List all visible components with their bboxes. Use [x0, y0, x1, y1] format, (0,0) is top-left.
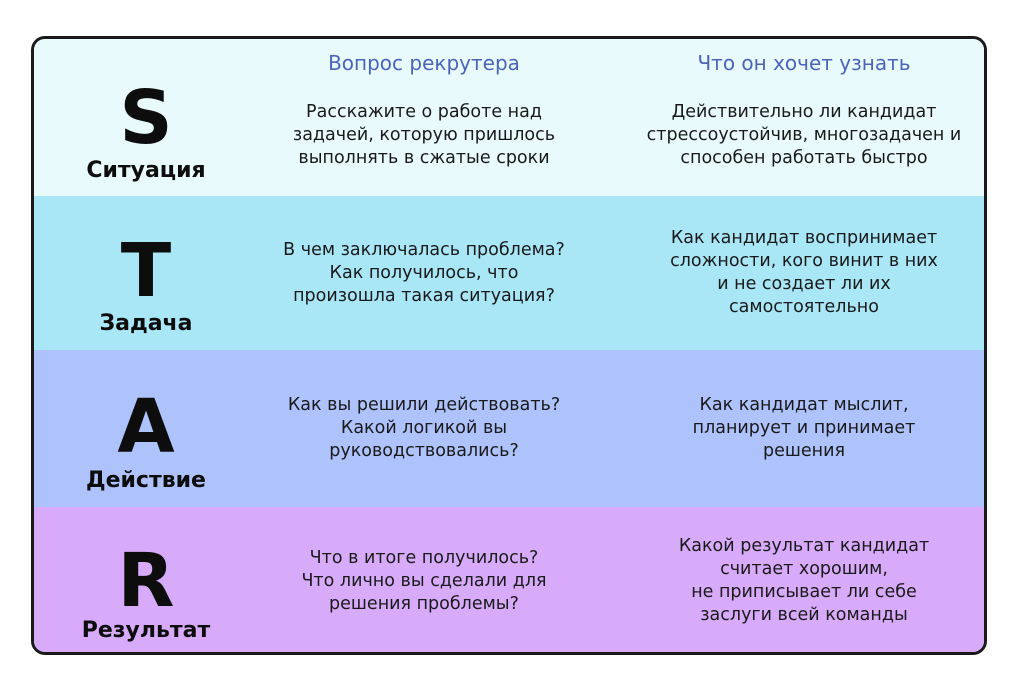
row-action	[34, 350, 984, 507]
wants-result-text: Какой результат кандидат считает хорошим, не приписывает ли себе заслуги всей команды	[678, 536, 930, 625]
word-result: Результат	[81, 618, 211, 643]
letter-a: A	[117, 384, 175, 470]
question-result-text: Что в итоге получилось? Что лично вы сделали для решения проблемы?	[301, 547, 547, 614]
wants-result	[624, 507, 984, 655]
letter-r: R	[117, 538, 175, 624]
question-action-text: Как вы решили действовать? Какой логикой вы руководствовались?	[287, 395, 561, 461]
row-result	[34, 507, 984, 655]
word-situation: Ситуация	[86, 158, 206, 183]
wants-task	[624, 196, 984, 350]
letter-s: S	[119, 75, 173, 161]
word-task: Задача	[99, 311, 193, 336]
wants-task-text: Как кандидат воспринимает сложности, кого винит в них и не создает ли их самостоятельно	[670, 228, 938, 317]
wants-situation-text: Действительно ли кандидат стрессоустойчив, многозадачен и способен работать быстро	[646, 102, 962, 168]
word-action: Действие	[86, 468, 206, 493]
wants-action-text: Как кандидат мыслит, планирует и принимает решения	[692, 395, 916, 461]
star-method-table	[31, 36, 987, 655]
question-action	[269, 350, 579, 507]
row-situation	[34, 39, 984, 196]
letter-cell-task	[34, 196, 258, 350]
letter-cell-situation	[34, 39, 258, 196]
header-what-wants-to-know: Что он хочет узнать	[697, 51, 911, 75]
header-recruiter-question: Вопрос рекрутера	[328, 51, 520, 75]
letter-cell-action	[34, 350, 258, 507]
question-result	[269, 507, 579, 655]
question-situation-text: Расскажите о работе над задачей, которую пришлось выполнять в сжатые сроки	[292, 102, 556, 168]
question-task-text: В чем заключалась проблема? Как получилось, что произошла такая ситуация?	[283, 239, 565, 306]
question-task	[269, 196, 579, 350]
wants-situation	[624, 39, 984, 196]
row-task	[34, 196, 984, 350]
letter-cell-result	[34, 507, 258, 655]
wants-action	[624, 350, 984, 507]
letter-t: T	[120, 228, 172, 314]
question-situation	[269, 39, 579, 196]
